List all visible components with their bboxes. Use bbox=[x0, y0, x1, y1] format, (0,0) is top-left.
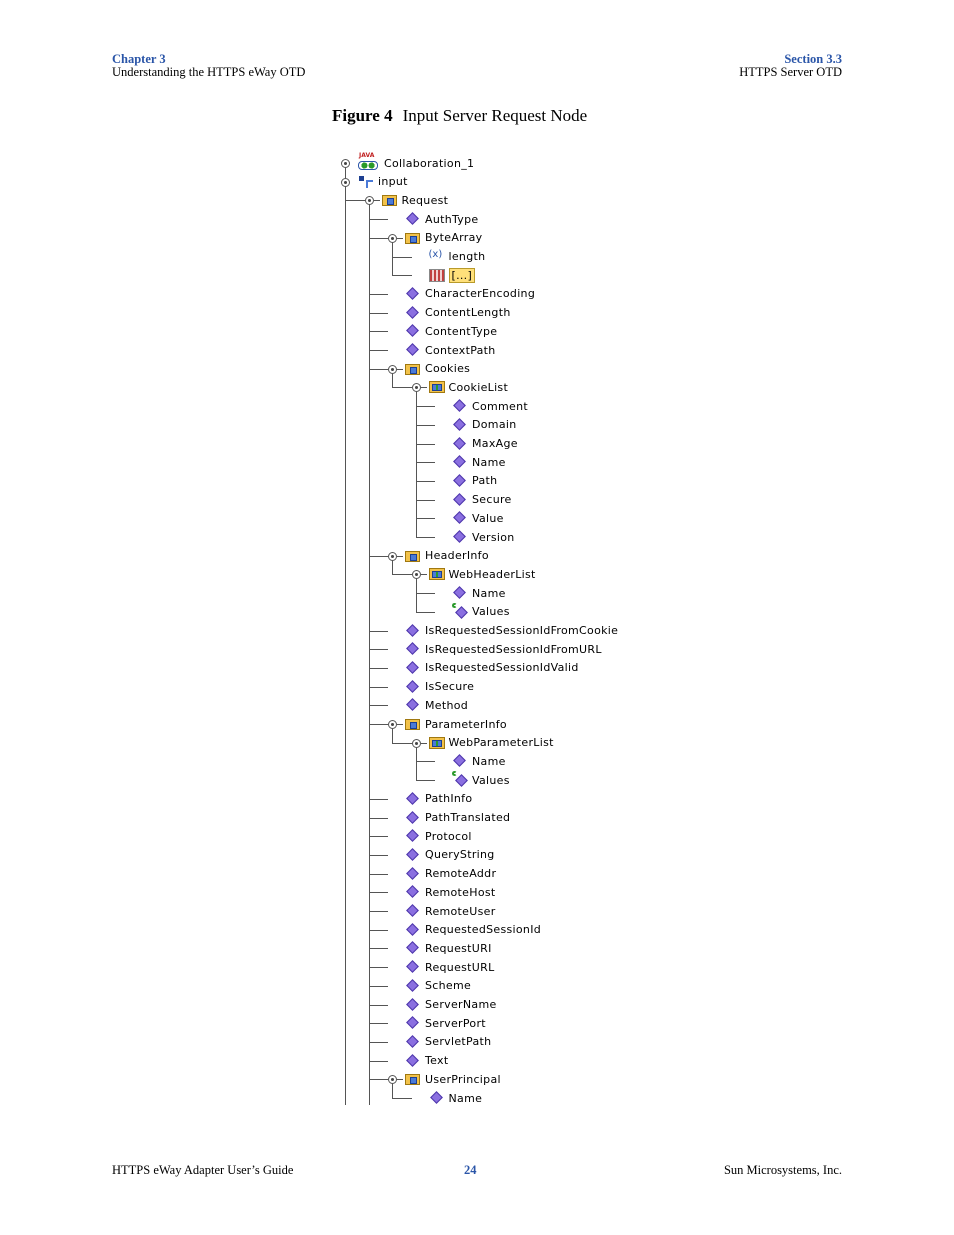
repeating-field-icon bbox=[452, 604, 468, 620]
expand-toggle[interactable] bbox=[341, 178, 350, 187]
tree-node-label: input bbox=[378, 175, 408, 189]
tree-branch-line bbox=[392, 257, 412, 258]
tree-node-label: Protocol bbox=[425, 829, 472, 843]
tree-node-label: ParameterInfo bbox=[425, 717, 507, 731]
tree-node[interactable] bbox=[452, 584, 506, 602]
tree-node-label: HeaderInfo bbox=[425, 549, 489, 563]
tree-node-label: Values bbox=[472, 605, 510, 619]
repeating-field-icon bbox=[452, 772, 468, 788]
tree-node[interactable] bbox=[452, 435, 518, 453]
tree-branch-line bbox=[369, 331, 389, 332]
field-icon bbox=[405, 828, 421, 844]
chapter-title: Understanding the HTTPS eWay OTD bbox=[112, 65, 306, 79]
tree-connector-line bbox=[345, 186, 346, 1105]
tree-node-label: Name bbox=[472, 586, 506, 600]
tree-node-label: Version bbox=[472, 530, 515, 544]
section-number: Section 3.3 bbox=[784, 52, 842, 66]
tree-node-label: ContextPath bbox=[425, 343, 496, 357]
field-icon bbox=[405, 342, 421, 358]
tree-node[interactable] bbox=[429, 266, 476, 284]
field-icon bbox=[405, 847, 421, 863]
field-icon bbox=[452, 436, 468, 452]
tree-branch-line bbox=[369, 631, 389, 632]
chapter-number: Chapter 3 bbox=[112, 52, 166, 66]
tree-connector-line bbox=[416, 391, 417, 537]
toggle-stub-line bbox=[421, 743, 427, 744]
tree-connector-line bbox=[392, 373, 393, 388]
tree-node-label: AuthType bbox=[425, 212, 479, 226]
array-icon bbox=[429, 267, 445, 283]
tree-node-label: WebParameterList bbox=[448, 736, 554, 750]
field-icon bbox=[405, 679, 421, 695]
tree-branch-line bbox=[369, 238, 389, 239]
tree-connector-line bbox=[416, 747, 417, 780]
tree-branch-line bbox=[392, 743, 412, 744]
field-icon bbox=[405, 323, 421, 339]
folder-icon bbox=[405, 716, 421, 732]
tree-node-label: ContentLength bbox=[425, 306, 511, 320]
figure-caption: Input Server Request Node bbox=[402, 106, 588, 125]
tree-branch-line bbox=[369, 705, 389, 706]
tree-connector-line bbox=[369, 204, 370, 1105]
tree-branch-line bbox=[369, 724, 389, 725]
tree-node-label: IsRequestedSessionIdFromCookie bbox=[425, 624, 619, 637]
field-icon bbox=[405, 641, 421, 657]
toggle-stub-line bbox=[397, 1079, 403, 1080]
tree-node[interactable] bbox=[358, 173, 408, 191]
tree-node[interactable] bbox=[429, 378, 509, 396]
tree-branch-line bbox=[369, 313, 389, 314]
tree-node[interactable] bbox=[405, 902, 496, 920]
field-icon bbox=[405, 884, 421, 900]
tree-branch-line bbox=[369, 350, 389, 351]
tree-branch-line bbox=[369, 948, 389, 949]
expand-toggle[interactable] bbox=[388, 1075, 397, 1084]
tree-connector-line bbox=[392, 560, 393, 575]
tree-branch-line bbox=[369, 556, 389, 557]
tree-branch-line bbox=[416, 444, 436, 445]
tree-node[interactable] bbox=[405, 659, 579, 677]
tree-node-label: QueryString bbox=[425, 848, 495, 862]
tree-node[interactable] bbox=[382, 191, 449, 209]
tree-branch-line bbox=[416, 425, 436, 426]
expand-toggle[interactable] bbox=[412, 383, 421, 392]
tree-node-label: RequestURL bbox=[425, 960, 495, 974]
tree-branch-line bbox=[369, 986, 389, 987]
field-icon bbox=[405, 866, 421, 882]
tree-branch-line bbox=[369, 855, 389, 856]
tree-branch-line bbox=[392, 275, 412, 276]
tree-node-label: Value bbox=[472, 511, 504, 525]
tree-node[interactable] bbox=[452, 397, 528, 415]
field-icon bbox=[452, 454, 468, 470]
expand-toggle[interactable] bbox=[412, 739, 421, 748]
tree-node-label: Values bbox=[472, 773, 510, 787]
field-icon bbox=[405, 1034, 421, 1050]
tree-branch-line bbox=[392, 1098, 412, 1099]
tree-node[interactable] bbox=[452, 509, 504, 527]
tree-branch-line bbox=[416, 518, 436, 519]
tree-branch-line bbox=[369, 1079, 389, 1080]
tree-branch-line bbox=[369, 836, 389, 837]
tree-branch-line bbox=[369, 1061, 389, 1062]
tree-node[interactable] bbox=[405, 640, 602, 658]
tree-branch-line bbox=[416, 500, 436, 501]
expand-toggle[interactable] bbox=[388, 234, 397, 243]
tree-node-label: MaxAge bbox=[472, 437, 518, 450]
field-icon bbox=[452, 398, 468, 414]
tree-branch-line bbox=[416, 593, 436, 594]
tree-branch-line bbox=[369, 874, 389, 875]
field-icon bbox=[452, 753, 468, 769]
field-icon bbox=[405, 623, 421, 639]
tree-node-label: RequestURI bbox=[425, 941, 492, 955]
field-icon bbox=[405, 791, 421, 807]
tree-node-label: PathTranslated bbox=[425, 811, 511, 824]
field-icon bbox=[405, 211, 421, 227]
tree-node-label: IsRequestedSessionIdValid bbox=[425, 661, 579, 675]
tree-node[interactable] bbox=[405, 1052, 448, 1070]
field-icon bbox=[405, 810, 421, 826]
tree-node-label: Secure bbox=[472, 493, 512, 507]
tree-node[interactable] bbox=[452, 453, 506, 471]
figure-label: Figure 4 bbox=[332, 106, 393, 125]
tree-connector-line bbox=[392, 1083, 393, 1098]
otd-input-icon bbox=[358, 174, 374, 190]
field-icon bbox=[405, 1053, 421, 1069]
tree-branch-line bbox=[369, 930, 389, 931]
tree-node-label: ContentType bbox=[425, 324, 498, 338]
tree-node-label: Domain bbox=[472, 418, 517, 432]
tree-branch-line bbox=[416, 780, 436, 781]
tree-node-label: Method bbox=[425, 698, 469, 712]
toggle-stub-line bbox=[397, 369, 403, 370]
tree-node-label: CharacterEncoding bbox=[425, 287, 536, 301]
field-icon bbox=[405, 286, 421, 302]
tree-node-label: Scheme bbox=[425, 979, 472, 993]
tree-branch-line bbox=[369, 1023, 389, 1024]
tree-node[interactable] bbox=[405, 996, 497, 1014]
tree-node[interactable] bbox=[452, 472, 497, 490]
tree-branch-line bbox=[369, 818, 389, 819]
repeating-folder-icon bbox=[429, 379, 445, 395]
folder-icon bbox=[382, 192, 398, 208]
folder-icon bbox=[405, 230, 421, 246]
tree-node-label: Cookies bbox=[425, 362, 471, 376]
toggle-stub-line bbox=[397, 724, 403, 725]
tree-node[interactable] bbox=[405, 1014, 486, 1032]
field-icon bbox=[452, 585, 468, 601]
tree-node[interactable] bbox=[405, 229, 482, 247]
tree-node[interactable] bbox=[405, 341, 496, 359]
field-icon bbox=[405, 959, 421, 975]
tree-branch-line bbox=[369, 799, 389, 800]
tree-node[interactable] bbox=[429, 248, 486, 266]
toggle-stub-line bbox=[421, 387, 427, 388]
folder-icon bbox=[405, 548, 421, 564]
repeating-folder-icon bbox=[429, 735, 445, 751]
tree-node[interactable] bbox=[405, 790, 472, 808]
tree-branch-line bbox=[416, 761, 436, 762]
tree-node-label: RemoteHost bbox=[425, 885, 496, 899]
tree-branch-line bbox=[369, 1042, 389, 1043]
tree-node-label: ServerName bbox=[425, 998, 497, 1011]
tree-node[interactable] bbox=[429, 565, 536, 583]
footer-guide-title: HTTPS eWay Adapter User’s Guide bbox=[112, 1163, 294, 1177]
folder-icon bbox=[405, 361, 421, 377]
tree-branch-line bbox=[369, 967, 389, 968]
field-icon bbox=[452, 510, 468, 526]
tree-node[interactable] bbox=[405, 921, 541, 939]
tree-node-label: ServerPort bbox=[425, 1016, 486, 1030]
tree-node[interactable] bbox=[405, 865, 496, 883]
field-icon bbox=[405, 978, 421, 994]
tree-node-label: Name bbox=[448, 1091, 483, 1105]
tree-branch-line bbox=[416, 612, 436, 613]
footer-company: Sun Microsystems, Inc. bbox=[723, 1163, 842, 1177]
tree-node-label: UserPrincipal bbox=[425, 1072, 501, 1086]
tree-branch-line bbox=[392, 387, 412, 388]
variable-icon bbox=[429, 249, 445, 265]
tree-node[interactable] bbox=[405, 939, 492, 957]
tree-node-label: Collaboration_1 bbox=[384, 156, 475, 170]
tree-node[interactable] bbox=[405, 827, 472, 845]
tree-node[interactable] bbox=[405, 304, 511, 322]
tree-node[interactable] bbox=[452, 416, 516, 434]
tree-node[interactable] bbox=[452, 771, 510, 789]
tree-node[interactable] bbox=[405, 1070, 501, 1088]
field-icon bbox=[452, 417, 468, 433]
field-icon bbox=[452, 492, 468, 508]
tree-node[interactable] bbox=[452, 752, 506, 770]
tree-branch-line bbox=[369, 687, 389, 688]
tree-node[interactable] bbox=[405, 715, 507, 733]
tree-node-label: Path bbox=[472, 474, 498, 488]
expand-toggle[interactable] bbox=[412, 570, 421, 579]
tree-branch-line bbox=[416, 481, 436, 482]
tree-branch-line bbox=[369, 369, 389, 370]
tree-connector-line bbox=[416, 578, 417, 611]
tree-node[interactable] bbox=[405, 547, 489, 565]
tree-branch-line bbox=[416, 406, 436, 407]
tree-node-label: Request bbox=[401, 193, 449, 207]
tree-node[interactable] bbox=[405, 1033, 491, 1051]
tree-node-label: Comment bbox=[472, 399, 528, 413]
tree-node[interactable] bbox=[452, 528, 515, 546]
field-icon bbox=[452, 473, 468, 489]
tree-connector-line bbox=[392, 242, 393, 275]
tree-branch-line bbox=[369, 294, 389, 295]
expand-toggle[interactable] bbox=[365, 196, 374, 205]
tree-node[interactable] bbox=[358, 154, 474, 172]
tree-node-label: ServletPath bbox=[425, 1035, 492, 1049]
tree-node-label: RemoteUser bbox=[425, 904, 496, 918]
tree-branch-line bbox=[369, 649, 389, 650]
tree-node-label: ByteArray bbox=[425, 231, 483, 245]
field-icon bbox=[405, 1015, 421, 1031]
field-icon bbox=[405, 997, 421, 1013]
page-number: 24 bbox=[464, 1163, 477, 1177]
toggle-stub-line bbox=[421, 574, 427, 575]
tree-branch-line bbox=[392, 574, 412, 575]
tree-node[interactable] bbox=[405, 846, 495, 864]
repeating-folder-icon bbox=[429, 566, 445, 582]
field-icon bbox=[405, 903, 421, 919]
tree-node-label: [...] bbox=[449, 268, 476, 283]
tree-branch-line bbox=[369, 892, 389, 893]
tree-node[interactable] bbox=[405, 883, 496, 901]
field-icon bbox=[405, 305, 421, 321]
tree-connector-line bbox=[392, 728, 393, 743]
tree-node[interactable] bbox=[405, 977, 471, 995]
tree-node-label: CookieList bbox=[448, 380, 509, 394]
expand-toggle[interactable] bbox=[388, 365, 397, 374]
tree-branch-line bbox=[369, 911, 389, 912]
tree-node[interactable] bbox=[452, 603, 510, 621]
expand-toggle[interactable] bbox=[341, 159, 350, 168]
tree-branch-line bbox=[416, 537, 436, 538]
field-icon bbox=[405, 922, 421, 938]
tree-branch-line bbox=[416, 462, 436, 463]
tree-node-label: RemoteAddr bbox=[425, 867, 497, 881]
expand-toggle[interactable] bbox=[388, 720, 397, 729]
tree-node-label: WebHeaderList bbox=[448, 567, 536, 581]
tree-branch-line bbox=[369, 1005, 389, 1006]
tree-node[interactable] bbox=[405, 678, 474, 696]
field-icon bbox=[405, 697, 421, 713]
tree-branch-line bbox=[369, 219, 389, 220]
tree-node[interactable] bbox=[405, 622, 618, 640]
tree-node-label: IsRequestedSessionIdFromURL bbox=[425, 642, 602, 656]
tree-node-label: length bbox=[448, 250, 486, 263]
field-icon bbox=[405, 660, 421, 676]
tree-node[interactable] bbox=[405, 958, 495, 976]
tree-node-label: PathInfo bbox=[425, 792, 473, 806]
field-icon bbox=[405, 940, 421, 956]
tree-node[interactable] bbox=[405, 360, 470, 378]
tree-node[interactable] bbox=[429, 1089, 483, 1107]
expand-toggle[interactable] bbox=[388, 552, 397, 561]
tree-node[interactable] bbox=[405, 285, 535, 303]
tree-node-label: IsSecure bbox=[425, 680, 475, 694]
field-icon bbox=[452, 529, 468, 545]
tree-node[interactable] bbox=[405, 809, 510, 827]
section-title: HTTPS Server OTD bbox=[739, 65, 842, 79]
tree-node[interactable] bbox=[429, 734, 554, 752]
field-icon bbox=[429, 1090, 445, 1106]
tree-node[interactable] bbox=[452, 491, 512, 509]
toggle-stub-line bbox=[374, 200, 380, 201]
tree-branch-line bbox=[369, 668, 389, 669]
tree-node[interactable] bbox=[405, 210, 478, 228]
tree-node[interactable] bbox=[405, 696, 468, 714]
tree-branch-line bbox=[345, 200, 365, 201]
toggle-stub-line bbox=[397, 556, 403, 557]
tree-node-label: Name bbox=[472, 754, 506, 768]
folder-icon bbox=[405, 1071, 421, 1087]
tree-node-label: Name bbox=[472, 455, 506, 469]
toggle-stub-line bbox=[397, 238, 403, 239]
tree-node-label: RequestedSessionId bbox=[425, 923, 542, 937]
tree-node-label: Text bbox=[425, 1054, 449, 1068]
java-icon bbox=[358, 155, 380, 171]
tree-node[interactable] bbox=[405, 322, 497, 340]
